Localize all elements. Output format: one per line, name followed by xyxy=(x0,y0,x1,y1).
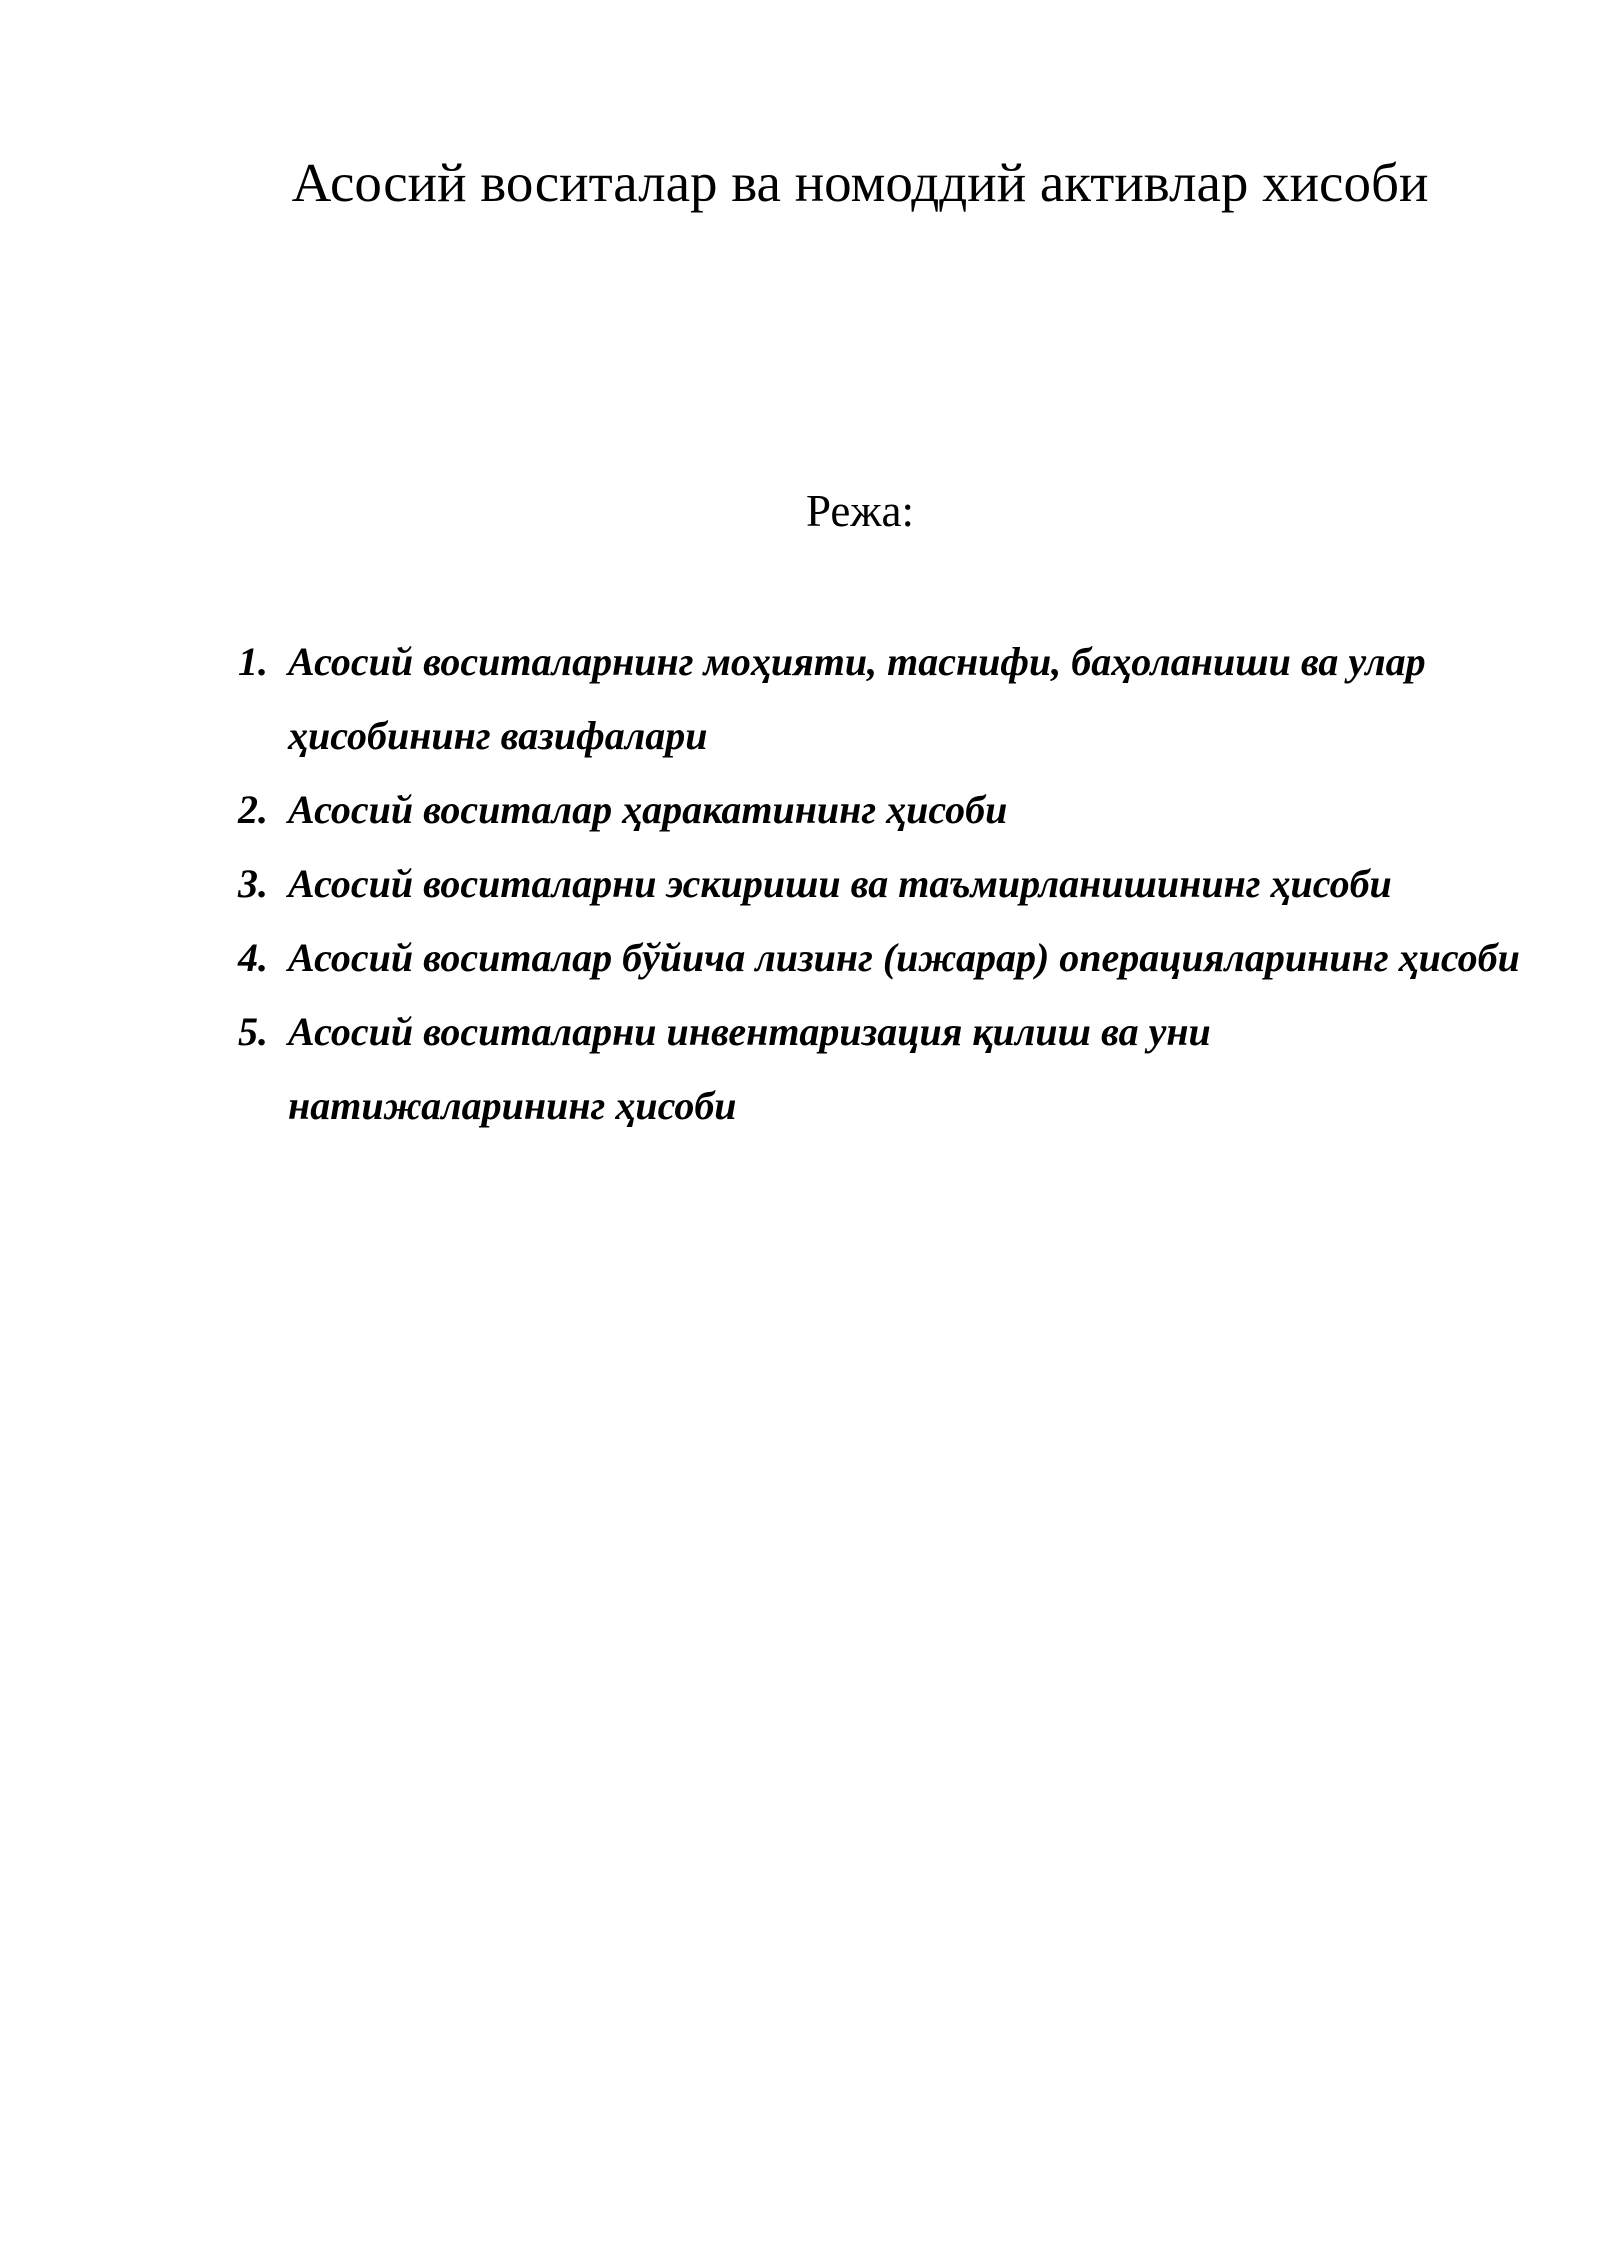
plan-item-number: 1. xyxy=(238,639,268,684)
document-title: Асосий воситалар ва номоддий активлар хисоби xyxy=(291,152,1429,213)
plan-heading: Режа: xyxy=(806,486,914,536)
plan-item-text: Асосий воситаларни инвентаризация қилиш ва уни натижаларининг ҳисоби xyxy=(288,1009,1211,1128)
plan-item-4 xyxy=(238,921,1538,995)
plan-item-text: Асосий воситалар ҳаракатининг ҳисоби xyxy=(288,787,1008,832)
plan-item-number: 3. xyxy=(238,861,268,906)
plan-item-text: Асосий воситаларнинг моҳияти, таснифи, баҳоланиши ва улар ҳисобининг вазифалари xyxy=(288,639,1426,758)
plan-item-3 xyxy=(238,847,1538,921)
plan-item-number: 4. xyxy=(238,935,268,980)
plan-item-2 xyxy=(238,773,1538,847)
plan-item-1 xyxy=(238,625,1538,773)
plan-item-number: 5. xyxy=(238,1009,268,1054)
plan-list xyxy=(238,625,1538,1143)
plan-item-number: 2. xyxy=(238,787,268,832)
plan-item-text: Асосий воситаларни эскириши ва таъмирланишининг ҳисоби xyxy=(288,861,1392,906)
plan-item-5 xyxy=(238,995,1538,1143)
plan-item-text: Асосий воситалар бўйича лизинг (ижарар) операцияларининг ҳисоби xyxy=(288,935,1520,980)
